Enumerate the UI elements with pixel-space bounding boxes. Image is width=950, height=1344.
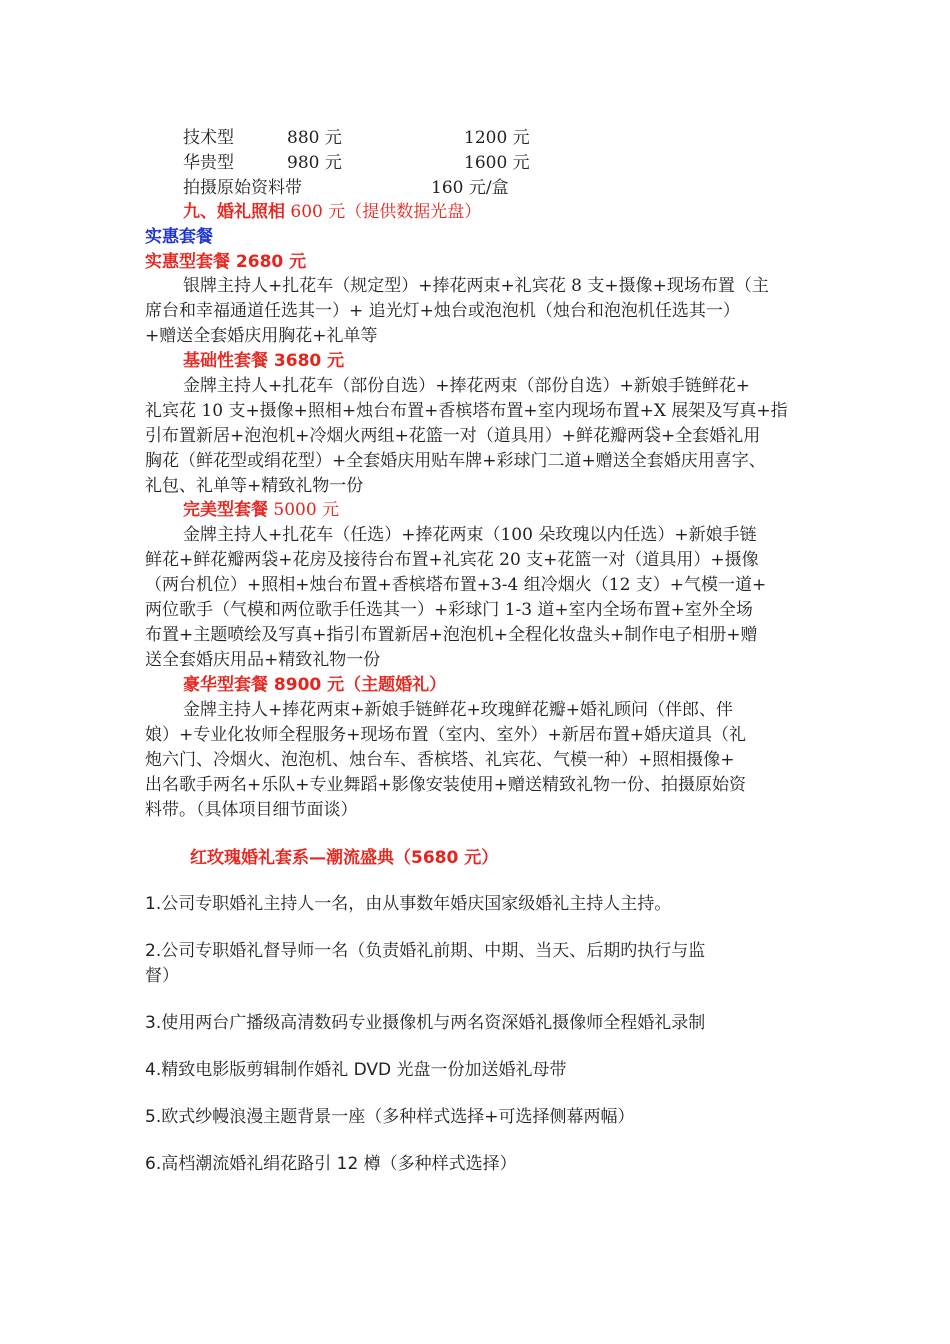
- basic-line: 礼包、礼单等+精致礼物一份: [145, 476, 364, 496]
- basic-package-title: 基础性套餐 3680 元: [183, 351, 345, 371]
- perfect-price: 5000 元: [273, 500, 340, 520]
- price-row-name: 技术型: [183, 128, 234, 148]
- price-row-price2: 160 元/盒: [431, 178, 509, 198]
- price-row-name: 华贵型: [183, 153, 234, 173]
- section-nine-heading: [183, 202, 481, 222]
- luxury-line: 金牌主持人+捧花两束+新娘手链鲜花+玫瑰鲜花瓣+婚礼顾问（伴郎、伴: [183, 700, 733, 720]
- economy-package-title: [145, 252, 306, 272]
- section-nine-price: 600 元（提供数据光盘）: [290, 202, 482, 222]
- price-row-price2: 1600 元: [464, 153, 530, 173]
- red-rose-item: 2.公司专职婚礼督导师一名（负责婚礼前期、中期、当天、后期旳执行与监: [145, 941, 706, 961]
- red-rose-item: 6.高档潮流婚礼绢花路引 12 樽（多种样式选择）: [145, 1154, 517, 1174]
- luxury-line: 娘）+专业化妆师全程服务+现场布置（室内、室外）+新居布置+婚庆道具（礼: [145, 725, 746, 745]
- economy-title: 实惠型套餐: [145, 252, 230, 272]
- basic-line: 胸花（鲜花型或绢花型）+全套婚庆用贴车牌+彩球门二道+赠送全套婚庆用喜字、: [145, 451, 766, 471]
- discount-heading: 实惠套餐: [145, 227, 213, 247]
- perfect-line: 布置+主题喷绘及写真+指引布置新居+泡泡机+全程化妆盘头+制作电子相册+赠: [145, 625, 758, 645]
- price-row-price1: 980 元: [287, 153, 342, 173]
- economy-line: +赠送全套婚庆用胸花+礼单等: [145, 326, 378, 346]
- section-nine-title: 九、婚礼照相: [183, 202, 285, 222]
- economy-line: 席台和幸福通道任选其一）+ 追光灯+烛台或泡泡机（烛台和泡泡机任选其一）: [145, 301, 740, 321]
- basic-line: 礼宾花 10 支+摄像+照相+烛台布置+香槟塔布置+室内现场布置+X 展架及写真+指: [145, 401, 788, 421]
- perfect-line: 两位歌手（气模和两位歌手任选其一）+彩球门 1-3 道+室内全场布置+室外全场: [145, 600, 753, 620]
- red-rose-item: 3.使用两台广播级高清数码专业摄像机与两名资深婚礼摄像师全程婚礼录制: [145, 1013, 706, 1033]
- luxury-line: 炮六门、冷烟火、泡泡机、烛台车、香槟塔、礼宾花、气模一种）+照相摄像+: [145, 750, 735, 770]
- red-rose-item-cont: 督）: [145, 966, 179, 986]
- perfect-title: 完美型套餐: [183, 500, 268, 520]
- price-row-name: 拍摄原始资料带: [183, 178, 302, 198]
- economy-line: 银牌主持人+扎花车（规定型）+捧花两束+礼宾花 8 支+摄像+现场布置（主: [183, 276, 769, 296]
- red-rose-item: 5.欧式纱幔浪漫主题背景一座（多种样式选择+可选择侧幕两幅）: [145, 1107, 635, 1127]
- luxury-line: 出名歌手两名+乐队+专业舞蹈+影像安装使用+赠送精致礼物一份、拍摄原始资: [145, 775, 746, 795]
- perfect-line: 送全套婚庆用品+精致礼物一份: [145, 650, 381, 670]
- perfect-package-title: [183, 500, 339, 520]
- economy-price: 2680 元: [235, 252, 307, 272]
- price-row-price1: 880 元: [287, 128, 342, 148]
- basic-line: 引布置新居+泡泡机+冷烟火两组+花篮一对（道具用）+鲜花瓣两袋+全套婚礼用: [145, 426, 761, 446]
- price-row-price2: 1200 元: [464, 128, 530, 148]
- luxury-line: 料带。（具体项目细节面谈）: [145, 800, 358, 820]
- red-rose-item: 1.公司专职婚礼主持人一名，由从事数年婚庆国家级婚礼主持人主持。: [145, 894, 672, 914]
- luxury-package-title: 豪华型套餐 8900 元（主题婚礼）: [183, 675, 447, 695]
- price-row-technical: [183, 128, 583, 148]
- basic-line: 金牌主持人+扎花车（部份自选）+捧花两束（部份自选）+新娘手链鲜花+: [183, 376, 750, 396]
- perfect-line: （两台机位）+照相+烛台布置+香槟塔布置+3-4 组冷烟火（12 支）+气模一道+: [145, 575, 767, 595]
- price-row-raw-footage: [183, 178, 583, 198]
- red-rose-item: 4.精致电影版剪辑制作婚礼 DVD 光盘一份加送婚礼母带: [145, 1060, 567, 1080]
- perfect-line: 鲜花+鲜花瓣两袋+花房及接待台布置+礼宾花 20 支+花篮一对（道具用）+摄像: [145, 550, 759, 570]
- price-row-luxury: [183, 153, 583, 173]
- red-rose-title: 红玫瑰婚礼套系—潮流盛典（5680 元）: [190, 848, 499, 868]
- perfect-line: 金牌主持人+扎花车（任选）+捧花两束（100 朵玫瑰以内任选）+新娘手链: [183, 525, 757, 545]
